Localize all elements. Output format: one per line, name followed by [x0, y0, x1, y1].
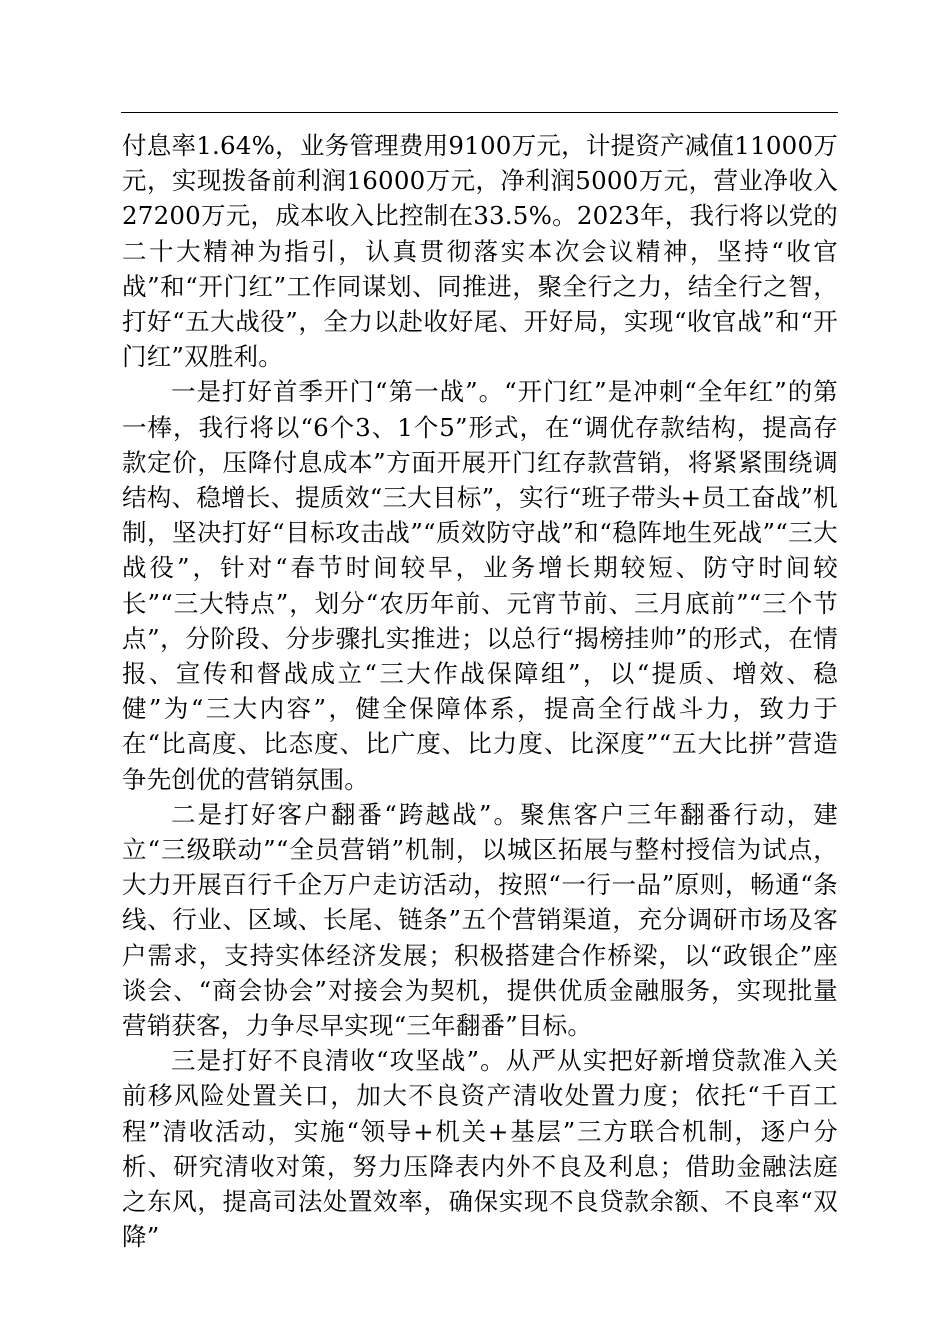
paragraph-first-battle: 一是打好首季开门“第一战”。“开门红”是冲刺“全年红”的第一棒，我行将以“6个3、1个5”形式，在“调优存款结构，提高存款定价，压降付息成本”方面开展开门红存款营销，将紧紧围绕调结构、稳增长、提质效“三大目标”，实行“班子带头+员工奋战”机制，坚决打好“目标攻击战”“质效防守战”和“稳阵地生死战”“三大战役”，针对“春节时间较早，业务增长期较短、防守时间较长”“三大特点”，划分“农历年前、元宵节前、三月底前”“三个节点”，分阶段、分步骤扎实推进；以总行“揭榜挂帅”的形式，在情报、宣传和督战成立“三大作战保障组”，以“提质、增效、稳健”为“三大内容”，健全保障体系，提高全行战斗力，致力于在“比高度、比态度、比广度、比力度、比深度”“五大比拼”营造争先创优的营销氛围。: [122, 377, 838, 794]
body-text: [122, 128, 838, 1255]
header-rule: [121, 112, 838, 113]
paragraph-crucial-battle: 三是打好不良清收“攻坚战”。从严从实把好新增贷款准入关前移风险处置关口，加大不良资产清收处置力度；依托“千百工程”清收活动，实施“领导+机关+基层”三方联合机制，逐户分析、研究清收对策，努力压降表内外不良及利息；借助金融法庭之东风，提高司法处置效率，确保实现不良贷款余额、不良率“双降”: [122, 1046, 838, 1252]
paragraph-leap-battle: 二是打好客户翻番“跨越战”。聚焦客户三年翻番行动，建立“三级联动”“全员营销”机制，以城区拓展与整村授信为试点，大力开展百行千企万户走访活动，按照“一行一品”原则，畅通“条线、行业、区域、长尾、链条”五个营销渠道，充分调研市场及客户需求，支持实体经济发展；积极搭建合作桥梁，以“政银企”座谈会、“商会协会”对接会为契机，提供优质金融服务，实现批量营销获客，力争尽早实现“三年翻番”目标。: [122, 799, 838, 1041]
paragraph-summary: 付息率1.64%，业务管理费用9100万元，计提资产减值11000万元，实现拨备前利润16000万元，净利润5000万元，营业净收入27200万元，成本收入比控制在33.5%。2023年，我行将以党的二十大精神为指引，认真贯彻落实本次会议精神，坚持“收官战”和“开门红”工作同谋划、同推进，聚全行之力，结全行之智，打好“五大战役”，全力以赴收好尾、开好局，实现“收官战”和“开门红”双胜利。: [122, 131, 838, 372]
